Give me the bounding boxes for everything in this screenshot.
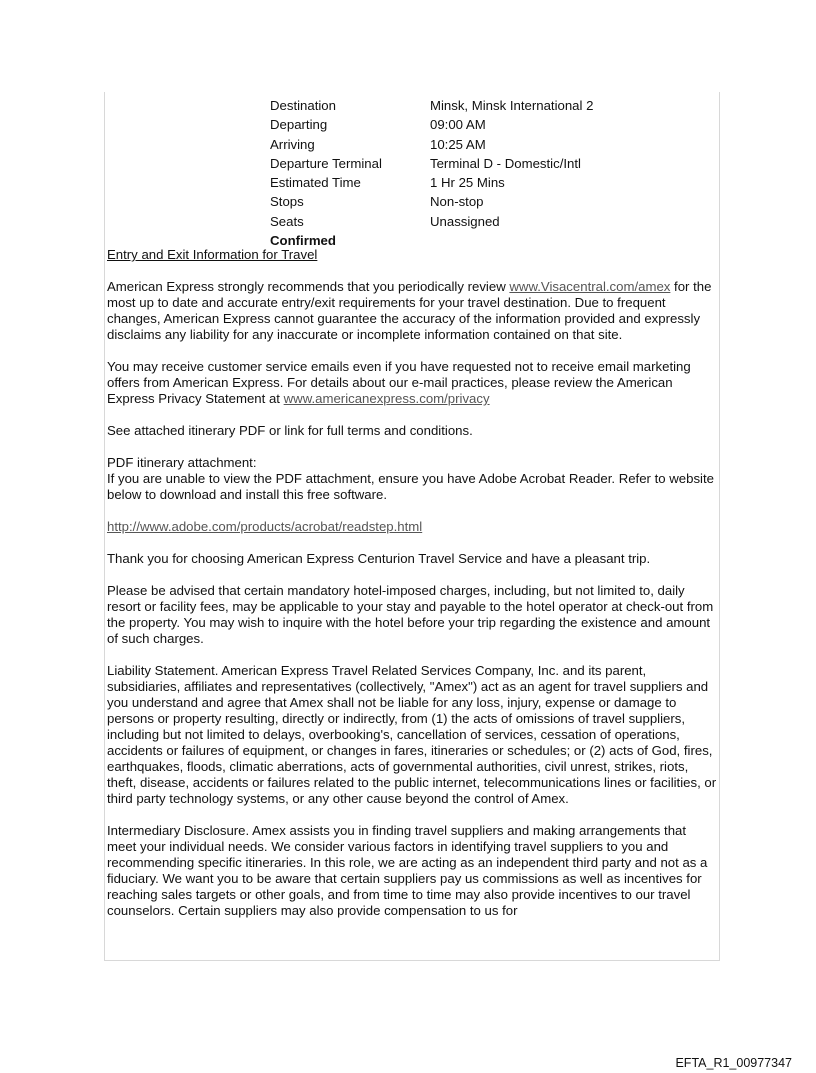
liability-paragraph: Liability Statement. American Express Travel Related Services Company, Inc. and its parent, subsidiaries, affiliates and representatives (collectively, "Amex") act as an agent for travel suppliers and you understand and agree that Amex shall not be liable for any loss, injury, expense or damage to persons or property resulting, directly or indirectly, from (1) the acts of omissions of travel suppliers, including but not limited to delays, overbooking's, cancellation of services, cessation of operations, accidents or failures of equipment, or changes in fares, itineraries or schedules; or (2) acts of God, fires, earthquakes, floods, climatic aberrations, acts of governmental authorities, civil unrest, strikes, riots, theft, disease, accidents or failures related to the public internet, telecommunications lines or facilities, or third party technology systems, or any other cause beyond the control of Amex. [107,663,717,806]
departing-value: 09:00 AM [430,117,486,133]
pdf-paragraph [107,455,719,503]
flight-row-seats [270,212,593,231]
flight-row-destination [270,96,593,115]
estimated-time-label: Estimated Time [270,175,361,191]
flight-details [270,96,593,250]
visa-text-after: for the most up to date and accurate entry/exit requirements for your travel destination. Due to frequent changes, American Express cannot guarantee the accuracy of the information provided and expressly disclaims any liability for any inaccurate or incomplete information contained on that site. [107,279,712,342]
flight-row-stops [270,192,593,211]
terms-content [107,247,719,935]
visa-paragraph [107,279,719,343]
flight-row-terminal [270,154,593,173]
adobe-link[interactable]: http://www.adobe.com/products/acrobat/readstep.html [107,519,423,534]
seats-value: Unassigned [430,213,500,229]
terminal-value: Terminal D - Domestic/Intl [430,155,581,171]
destination-label: Destination [270,98,336,113]
pdf-heading: PDF itinerary attachment: [107,455,257,470]
flight-row-estimated-time [270,173,593,192]
email-paragraph [107,359,719,407]
adobe-paragraph [107,519,719,535]
thank-you-paragraph: Thank you for choosing American Express Centurion Travel Service and have a pleasant trip. [107,551,651,566]
departing-label: Departing [270,117,328,133]
intermediary-paragraph: Intermediary Disclosure. Amex assists you in finding travel suppliers and making arrangements that meet your individual needs. We consider various factors in identifying travel suppliers to you and recommending specific itineraries. In this role, we are acting as an independent third party and not as a fiduciary. We want you to be aware that certain suppliers pay us commissions as well as incentives for reaching sales targets or other goals, and from time to time may also provide incentives to our travel counselors. Certain suppliers may also provide compensation to us for [107,823,708,918]
visa-text-before: American Express strongly recommends that you periodically review [107,279,510,294]
booking-status: Confirmed [270,233,336,249]
stops-value: Non-stop [430,194,484,210]
itinerary-paragraph: See attached itinerary PDF or link for full terms and conditions. [107,423,473,438]
email-text: You may receive customer service emails even if you have requested not to receive email marketing offers from American Express. For details about our e-mail practices, please review the American Express Privacy Statement at [107,359,691,406]
arriving-value: 10:25 AM [430,136,486,152]
email-body-frame [104,92,720,961]
entry-exit-heading: Entry and Exit Information for Travel [107,247,318,262]
destination-value: Minsk, Minsk International 2 [430,98,594,113]
privacy-link[interactable]: www.americanexpress.com/privacy [283,391,490,406]
terminal-label: Departure Terminal [270,155,382,171]
flight-row-departing [270,115,593,134]
pdf-text: If you are unable to view the PDF attachment, ensure you have Adobe Acrobat Reader. Refer to website below to download and install this free software. [107,471,714,502]
seats-label: Seats [270,213,304,229]
document-id: EFTA_R1_00977347 [675,1056,792,1070]
hotel-charges-paragraph: Please be advised that certain mandatory hotel-imposed charges, including, but not limited to, daily resort or facility fees, may be applicable to your stay and payable to the hotel operator at check-out from the property. You may wish to inquire with the hotel before your trip regarding the existence and amount of such charges. [107,583,714,646]
flight-row-arriving [270,135,593,154]
stops-label: Stops [270,194,304,210]
arriving-label: Arriving [270,136,315,152]
visacentral-link[interactable]: www.Visacentral.com/amex [509,279,671,294]
estimated-time-value: 1 Hr 25 Mins [430,175,505,191]
